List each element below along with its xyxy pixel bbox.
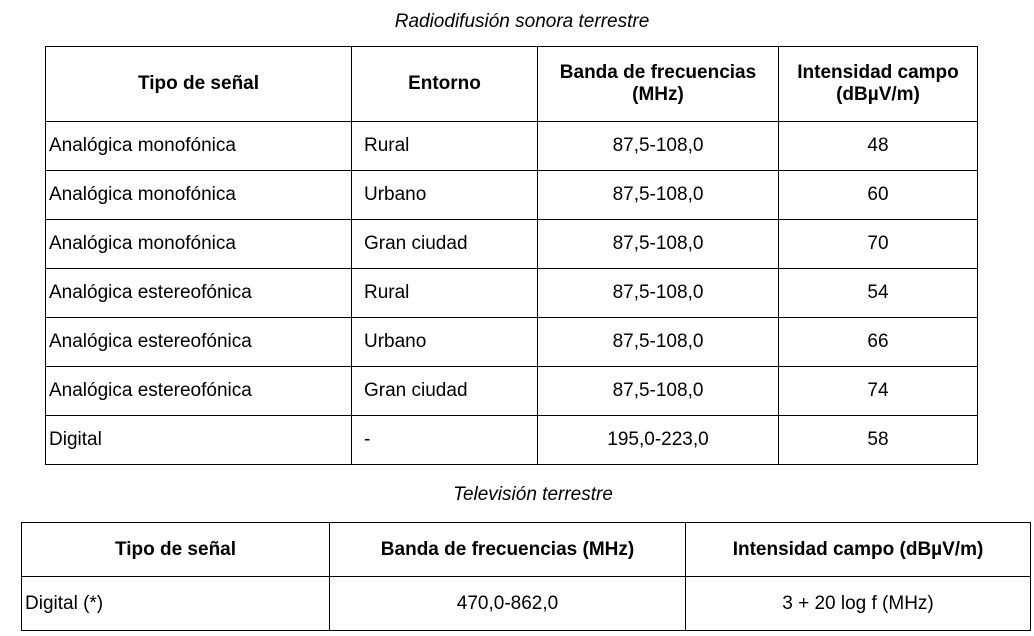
radio-header-row: [46, 47, 978, 122]
cell-tipo: Digital: [46, 416, 352, 465]
tv-header-intensidad: Intensidad campo (dBµV/m): [686, 523, 1031, 577]
tv-header-tipo: Tipo de señal: [22, 523, 330, 577]
table-row: [46, 122, 978, 171]
radio-header-intensidad-line1: Intensidad campo: [797, 62, 959, 83]
cell-tipo: Analógica estereofónica: [46, 318, 352, 367]
cell-banda: 87,5-108,0: [538, 220, 779, 269]
cell-entorno: Urbano: [352, 318, 538, 367]
cell-entorno: Rural: [352, 269, 538, 318]
cell-tipo: Analógica monofónica: [46, 220, 352, 269]
cell-banda: 470,0-862,0: [330, 577, 686, 631]
cell-entorno: Gran ciudad: [352, 367, 538, 416]
cell-tipo: Analógica estereofónica: [46, 367, 352, 416]
tv-header-banda: Banda de frecuencias (MHz): [330, 523, 686, 577]
cell-intensidad: 48: [779, 122, 978, 171]
table-row: [46, 318, 978, 367]
cell-intensidad: 58: [779, 416, 978, 465]
cell-banda: 87,5-108,0: [538, 122, 779, 171]
cell-tipo: Analógica monofónica: [46, 122, 352, 171]
cell-entorno: Gran ciudad: [352, 220, 538, 269]
table-row: [22, 577, 1031, 631]
cell-entorno: Rural: [352, 122, 538, 171]
cell-intensidad: 66: [779, 318, 978, 367]
radio-header-banda-line2: (MHz): [632, 84, 684, 105]
cell-intensidad: 3 + 20 log f (MHz): [686, 577, 1031, 631]
radio-caption: Radiodifusión sonora terrestre: [394, 11, 650, 32]
tv-table: [21, 522, 1031, 631]
table-row: [46, 171, 978, 220]
table-row: [46, 367, 978, 416]
cell-intensidad: 60: [779, 171, 978, 220]
cell-intensidad: 70: [779, 220, 978, 269]
cell-intensidad: 54: [779, 269, 978, 318]
cell-banda: 87,5-108,0: [538, 367, 779, 416]
radio-header-entorno: Entorno: [352, 47, 538, 122]
cell-banda: 87,5-108,0: [538, 269, 779, 318]
radio-header-tipo: Tipo de señal: [46, 47, 352, 122]
cell-entorno: -: [352, 416, 538, 465]
radio-header-banda: [538, 47, 779, 122]
cell-tipo: Analógica estereofónica: [46, 269, 352, 318]
table-row: [46, 269, 978, 318]
cell-banda: 87,5-108,0: [538, 318, 779, 367]
cell-entorno: Urbano: [352, 171, 538, 220]
cell-tipo: Digital (*): [22, 577, 330, 631]
tv-caption: Televisión terrestre: [453, 484, 613, 505]
cell-tipo: Analógica monofónica: [46, 171, 352, 220]
radio-table: [45, 46, 978, 465]
radio-header-intensidad-line2: (dBµV/m): [836, 84, 920, 105]
cell-banda: 195,0-223,0: [538, 416, 779, 465]
cell-banda: 87,5-108,0: [538, 171, 779, 220]
radio-header-banda-line1: Banda de frecuencias: [559, 62, 757, 83]
tv-header-row: [22, 523, 1031, 577]
radio-header-intensidad: [779, 47, 978, 122]
cell-intensidad: 74: [779, 367, 978, 416]
table-row: [46, 220, 978, 269]
table-row: [46, 416, 978, 465]
